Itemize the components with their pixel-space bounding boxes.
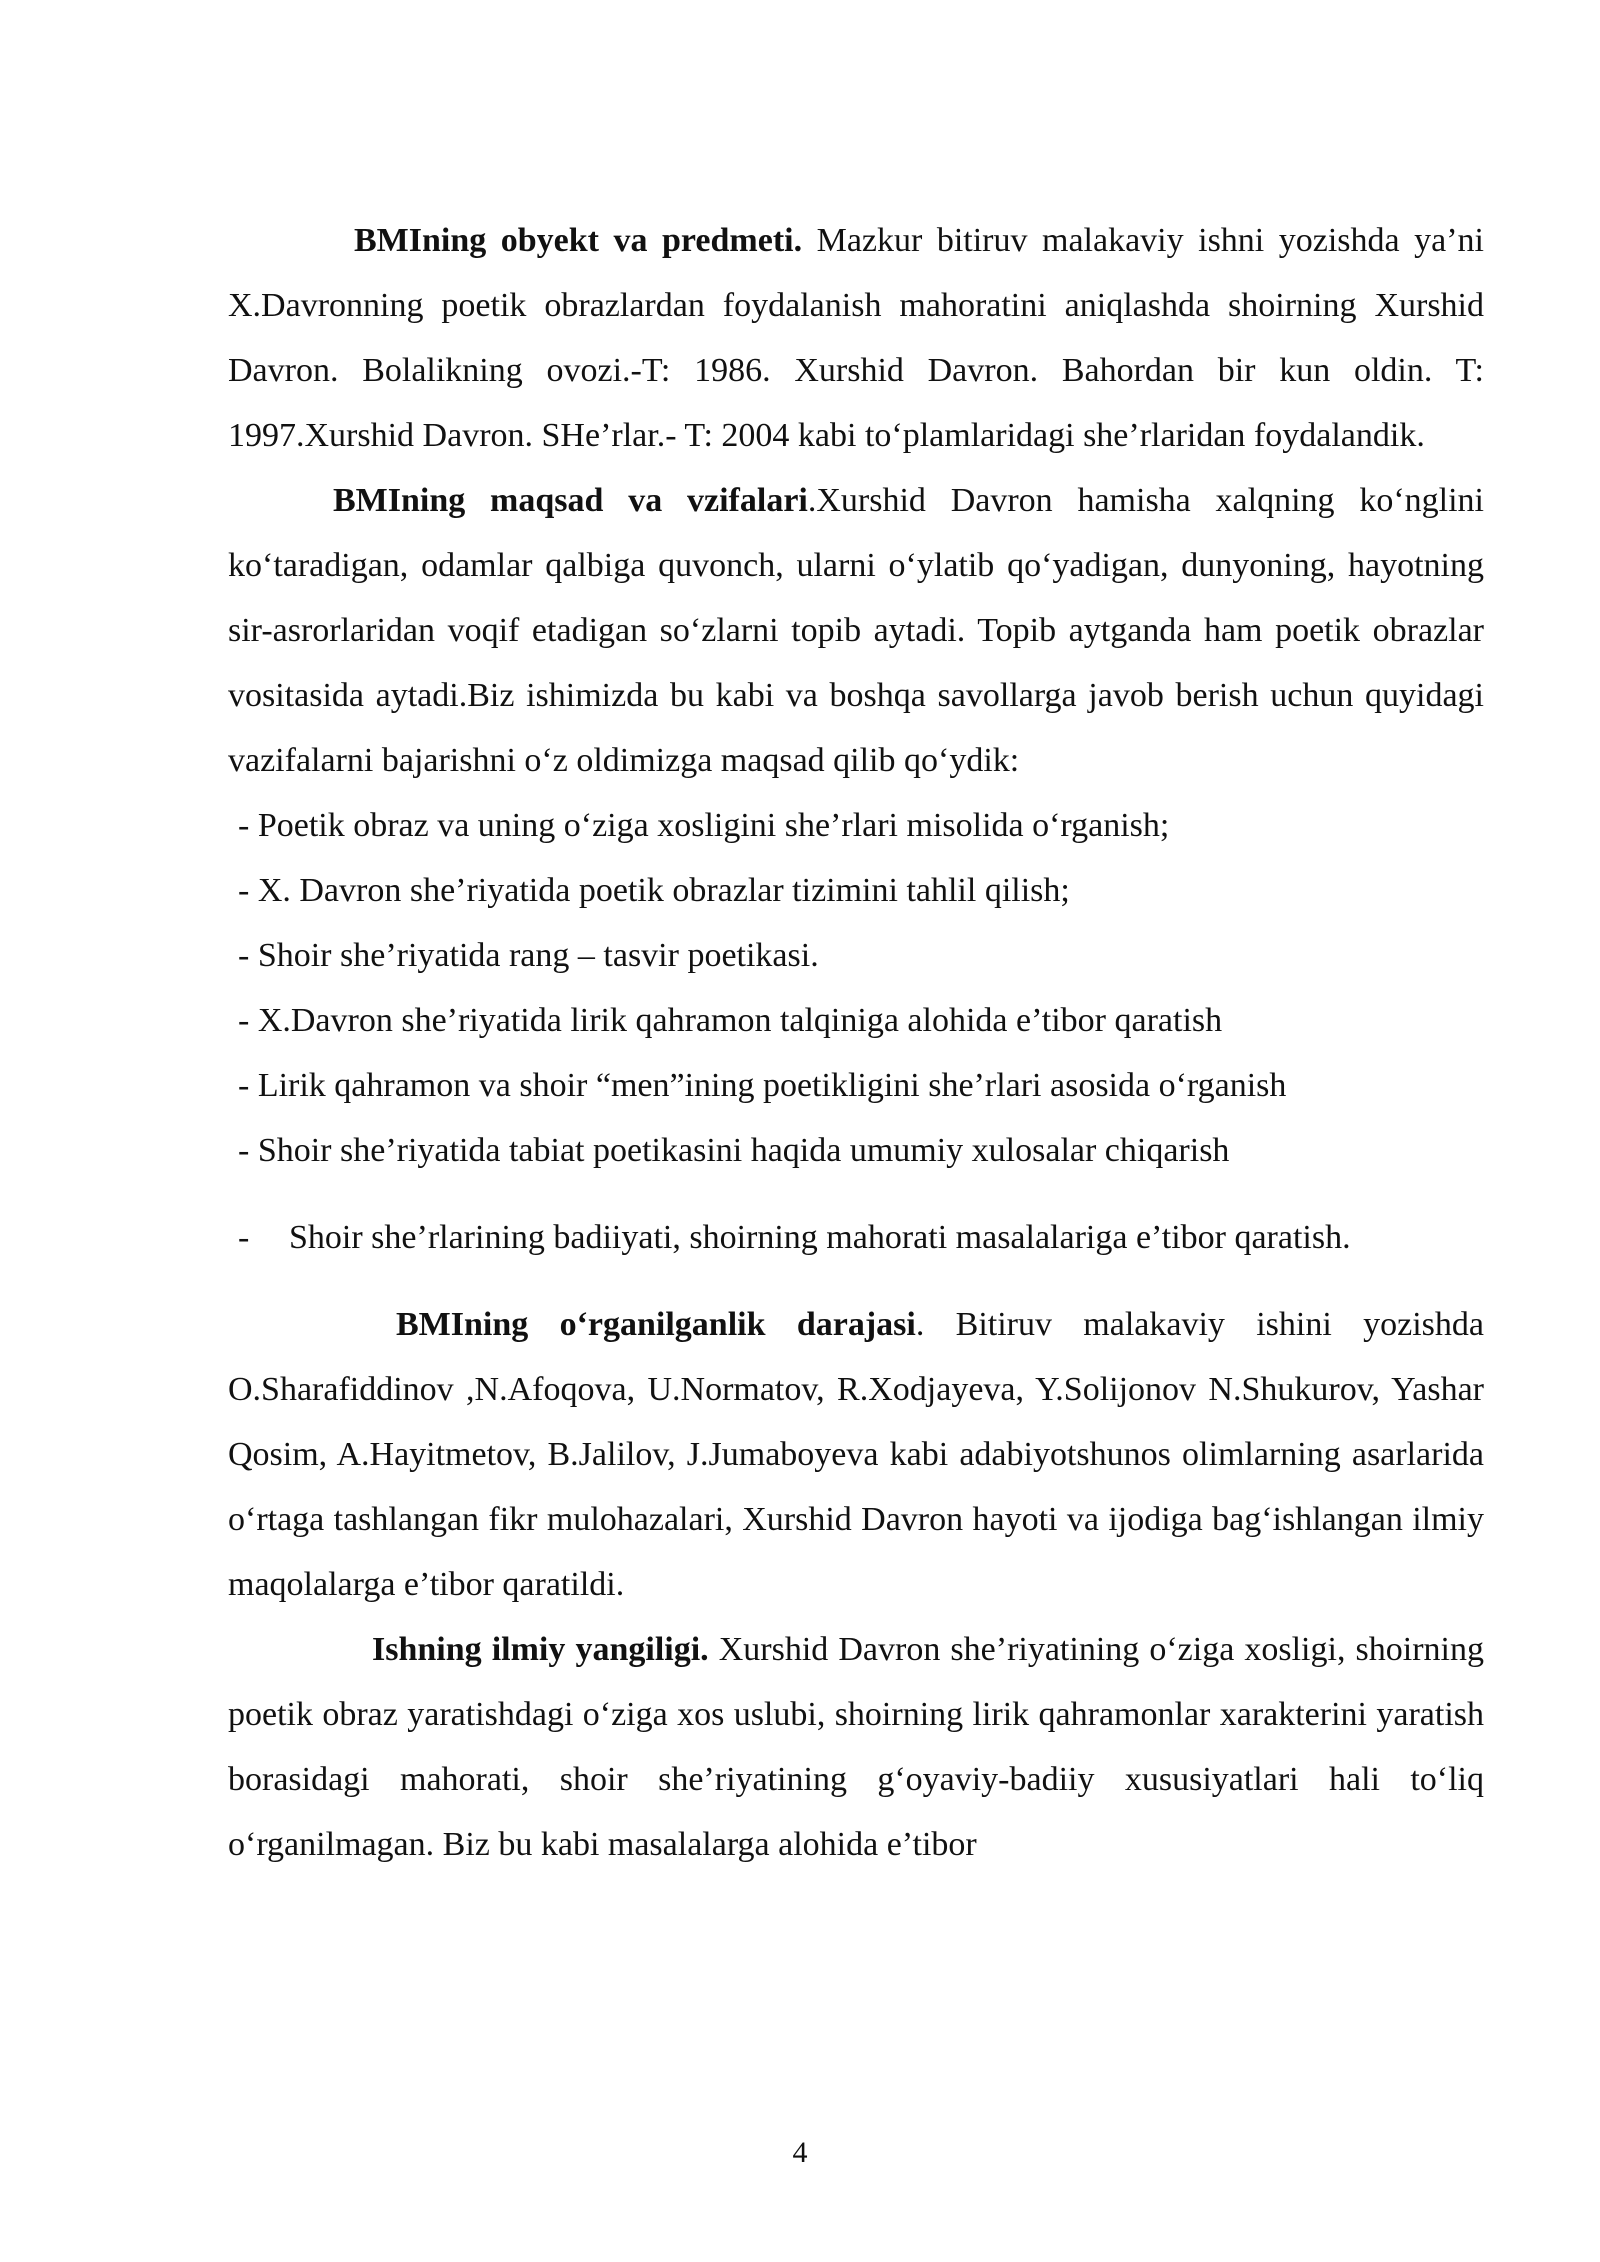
list-item-last (228, 1205, 1484, 1270)
novelty-heading: Ishning ilmiy yangiligi. (372, 1631, 709, 1668)
list-item: - X. Davron she’riyatida poetik obrazlar tizimini tahlil qilish; (238, 872, 1070, 909)
list-item-last-text: Shoir she’rlarining badiiyati, shoirning mahorati masalalariga e’tibor qaratish. (289, 1219, 1351, 1256)
spacer (228, 1270, 1484, 1292)
goals-heading: BMIning maqsad va vzifalari (333, 482, 808, 519)
goals-text: .Xurshid Davron hamisha xalqning ko‘nglini ko‘taradigan, odamlar qalbiga quvonch, ularni o‘ylatib qo‘yadigan, dunyoning, hayotning sir-asrorlaridan voqif etadigan so‘zlarni topib aytadi. Topib aytganda ham poetik obrazlar vositasida aytadi.Biz ishimizda bu kabi va boshqa savollarga javob berish uchun quyidagi vazifalarni bajarishni o‘z oldimizga maqsad qilib qo‘ydik: (228, 482, 1484, 779)
studied-text: . Bitiruv malakaviy ishini yozishda O.Sharafiddinov ,N.Afoqova, U.Normatov, R.Xodjayeva, Y.Solijonov N.Shukurov, Yashar Qosim, A.Hayitmetov, B.Jalilov, J.Jumaboyeva kabi adabiyotshunos olimlarning asarlarida o‘rtaga tashlangan fikr mulohazalari, Xurshid Davron hayoti va ijodiga bag‘ishlangan ilmiy maqolalarga e’tibor qaratildi. (228, 1306, 1484, 1603)
object-text: Mazkur bitiruv malakaviy ishni yozishda ya’ni X.Davronning poetik obrazlardan foydalanish mahoratini aniqlashda shoirning Xurshid Davron. Bolalikning ovozi.-T: 1986. Xurshid Davron. Bahordan bir kun oldin. T: 1997.Xurshid Davron. SHe’rlar.- T: 2004 kabi to‘plamlaridagi she’rlaridan foydalandik. (228, 222, 1484, 454)
document-page (228, 208, 1484, 1877)
object-paragraph (228, 208, 1484, 468)
list-item: - Shoir she’riyatida rang – tasvir poetikasi. (238, 937, 819, 974)
novelty-paragraph (228, 1617, 1484, 1877)
novelty-text: Xurshid Davron she’riyatining o‘ziga xosligi, shoirning poetik obraz yaratishdagi o‘ziga xos uslubi, shoirning lirik qahramonlar xarakterini yaratish borasidagi mahorati, shoir she’riyatining g‘oyaviy-badiiy xususiyatlari hali to‘liq o‘rganilmagan. Biz bu kabi masalalarga alohida e’tibor (228, 1631, 1484, 1863)
goals-paragraph (228, 468, 1484, 793)
list-item: - Shoir she’riyatida tabiat poetikasini haqida umumiy xulosalar chiqarish (238, 1132, 1230, 1169)
object-heading: BMIning obyekt va predmeti. (354, 222, 803, 259)
list-dash: - (238, 1219, 250, 1256)
list-item: - Lirik qahramon va shoir “men”ining poetikligini she’rlari asosida o‘rganish (238, 1067, 1287, 1104)
page-number: 4 (792, 2136, 808, 2169)
list-item: - Poetik obraz va uning o‘ziga xosligini she’rlari misolida o‘rganish; (238, 807, 1170, 844)
studied-heading: BMIning o‘rganilganlik darajasi (396, 1306, 916, 1343)
tasks-list (228, 793, 1484, 1270)
studied-paragraph (228, 1292, 1484, 1617)
list-item: - X.Davron she’riyatida lirik qahramon talqiniga alohida e’tibor qaratish (238, 1002, 1223, 1039)
